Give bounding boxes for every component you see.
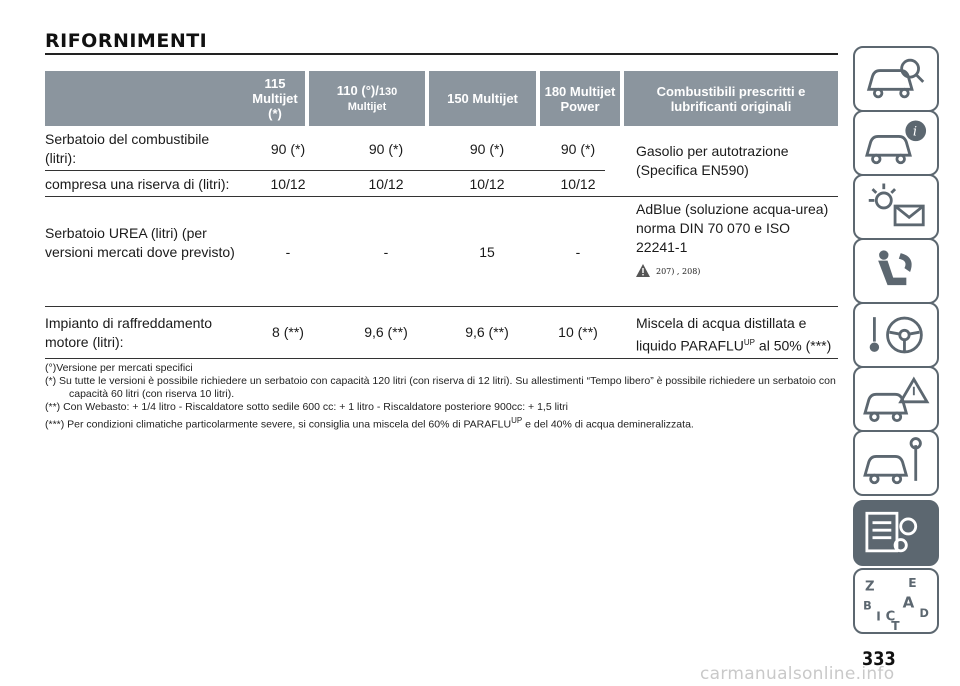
cell-cooling-150: 9,6 (**) [465,324,509,340]
section-title: RIFORNIMENTI [45,30,208,52]
steering-wheel-icon [855,304,937,366]
cell-urea-180: - [575,244,581,260]
nav-tab-index[interactable] [853,568,939,634]
cell-cooling-115: 8 (**) [272,324,304,340]
cell-urea-115: - [285,244,291,260]
nav-tab-emergency[interactable] [853,366,939,432]
coolant-spec-text: Miscela di acqua distillata e liquido PARAFLU [636,315,807,354]
header-multijet-label: Multijet [347,100,387,113]
cell-reserve-150: 10/12 [469,176,505,192]
coolant-spec-tail: al 50% (***) [755,337,832,354]
cell-fuel-180: 90 (*) [560,141,596,157]
header-150-multijet [429,71,536,126]
page-number: 333 [862,648,896,670]
nav-tab-car-service[interactable] [853,430,939,496]
coolant-spec [636,314,840,356]
car-info-icon [855,112,937,174]
footnote-triple-sup: UP [511,416,523,425]
car-search-icon [855,48,937,110]
cell-cooling-110: 9,6 (**) [364,324,408,340]
row-divider [45,306,838,307]
svg-text:E: E [908,575,917,590]
nav-tab-car-info[interactable] [853,110,939,176]
svg-text:T: T [891,619,900,632]
svg-text:I: I [876,609,881,624]
title-rule [45,53,838,55]
car-wrench-icon [855,432,937,494]
row-label-fuel-tank: Serbatoio del combustibile (litri): [45,131,210,166]
urea-footnote-refs: 207) , 208) [656,267,701,276]
header-130-label: 130 [378,85,398,98]
header-115-label: 115 Multijet (*) [252,76,298,121]
cell-fuel-115: 90 (*) [270,141,306,157]
cell-urea-150: 15 [479,244,495,260]
urea-spec: AdBlue (soluzione acqua-urea) norma DIN 70 070 e ISO 22241-1 [636,201,829,255]
header-110-130-multijet [309,71,425,126]
svg-text:B: B [863,599,872,613]
header-115-multijet [245,71,305,126]
cell-fuel-150: 90 (*) [469,141,505,157]
emergency-car-icon [855,368,937,430]
footnote-single-star-cont: capacità 60 litri (con riserva 10 litri). [69,388,235,400]
nav-tab-car-search[interactable] [853,46,939,112]
svg-text:Z: Z [865,579,875,595]
nav-tab-warning-lights[interactable] [853,174,939,240]
header-separator [305,71,309,126]
row-label-cooling: Impianto di raffreddamento motore (litri): [45,315,213,350]
footnote-triple-star [45,414,840,432]
footnote-triple-text: (***) Per condizioni climatiche particolarmente severe, si consiglia una miscela del 60% di PARAFLU [45,418,512,431]
cell-urea-110: - [383,244,389,260]
cell-reserve-180: 10/12 [560,176,596,192]
footnote-double-star: (**) Con Webasto: + 1/4 litro - Riscaldatore sotto sedile 600 cc: + 1 litro - Riscaldatore posteriore 900cc: + 1,5 litri [45,401,569,413]
header-150-label: 150 Multijet [447,91,518,106]
alphabet-index-icon [855,570,937,632]
footnote-triple-tail: e del 40% di acqua demineralizzata. [522,418,694,431]
row-divider [45,170,605,171]
header-180-multijet-power [540,71,620,126]
svg-text:C: C [885,609,896,625]
cell-reserve-115: 10/12 [270,176,306,192]
footnotes [45,362,840,432]
svg-text:i: i [912,124,918,140]
nav-tab-technical-specs[interactable] [853,500,939,566]
row-divider [45,358,838,359]
header-fuels-lubricants [624,71,838,126]
header-separator [536,71,540,126]
svg-text:D: D [919,606,929,620]
seat-airbag-icon [855,240,937,302]
header-fuels-label: Combustibili prescritti e lubrificanti originali [656,83,806,114]
cell-cooling-180: 10 (**) [558,324,598,340]
warning-lights-icon [855,176,937,238]
specs-gear-icon [855,502,937,564]
svg-text:A: A [902,593,915,612]
row-divider [45,196,838,197]
coolant-spec-sup: UP [743,338,756,347]
header-180-label: 180 Multijet Power [544,83,616,114]
nav-tab-seat-airbag[interactable] [853,238,939,304]
header-110-label: 110 (°)/ [336,82,379,98]
fuel-spec: Gasolio per autotrazione (Specifica EN590) [636,143,789,178]
nav-tab-steering[interactable] [853,302,939,368]
header-blank-cell [45,71,245,126]
cell-fuel-110: 90 (*) [368,141,404,157]
row-label-urea-tank: Serbatoio UREA (litri) (per versioni mercati dove previsto) [45,225,235,260]
header-separator [425,71,429,126]
row-label-reserve: compresa una riserva di (litri): [45,176,230,192]
footnote-degree: (°)Versione per mercati specifici [45,362,193,374]
header-separator [620,71,624,126]
cell-reserve-110: 10/12 [368,176,404,192]
footnote-single-star: (*) Su tutte le versioni è possibile richiedere un serbatoio con capacità 120 litri (con riserva di 12 litri). Su allestimenti “Tempo libero” è possibile richiedere un serbatoio con [45,375,836,387]
warning-triangle-icon [636,264,650,277]
watermark: carmanualsonline.info [700,664,895,684]
